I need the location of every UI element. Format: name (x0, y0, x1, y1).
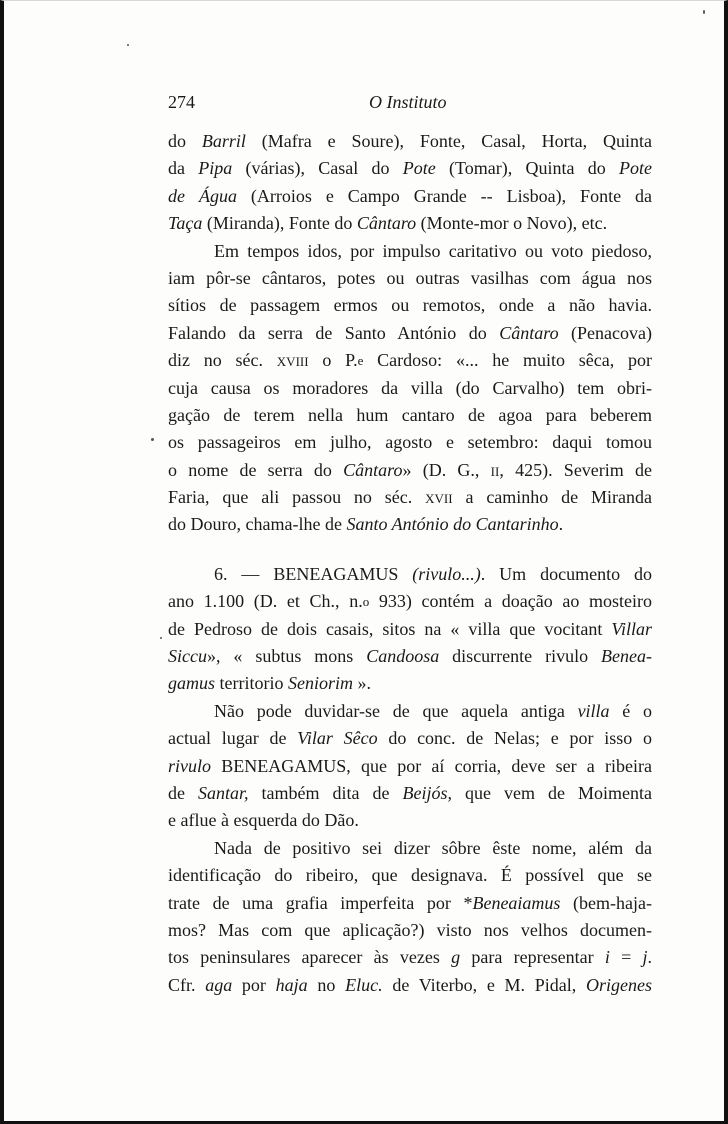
italic-text: (rivulo...) (412, 563, 481, 584)
text-line (168, 128, 652, 155)
text-line (168, 972, 652, 999)
italic-text: Barril (201, 131, 246, 151)
text-run: é o (609, 700, 652, 721)
text-run: sítios de passagem ermos ou remotos, onde a não havia. (168, 295, 652, 316)
text-run: . (647, 947, 652, 968)
italic-text: haja (275, 974, 308, 995)
text-run: tos peninsulares aparecer às vezes (168, 947, 452, 968)
section-gap (168, 539, 652, 561)
scan-speck (127, 44, 129, 46)
text-run: do (168, 131, 202, 151)
text-line (168, 511, 652, 538)
text-line (168, 670, 652, 697)
text-run: diz no séc. (168, 350, 277, 371)
text-run: (várias), Casal do (232, 158, 403, 179)
italic-text: i (604, 947, 610, 968)
text-run: que vem de Moimenta (452, 782, 652, 803)
text-run: 933) contém a doação ao mosteiro (369, 591, 652, 612)
italic-text: Beneaiamus (472, 892, 561, 913)
paragraph (168, 835, 652, 999)
text-run: , 425). Severim de (499, 459, 653, 480)
text-line (168, 753, 652, 780)
text-line (168, 320, 652, 347)
text-line (168, 265, 652, 292)
text-run: (Monte-mor o Novo), etc. (416, 213, 608, 234)
italic-text: Pote (402, 158, 436, 179)
text-run: 6. — BENEAGAMUS (214, 563, 413, 584)
scan-speck (160, 637, 162, 639)
text-run: gação de terem nella hum cantaro de agoa para beberem (168, 404, 652, 425)
paragraph (168, 128, 652, 238)
text-line (168, 457, 652, 484)
text-run: Cfr. (168, 974, 206, 995)
italic-text: Santar, (198, 782, 249, 803)
italic-text: Beijós, (402, 782, 452, 803)
text-run: os passageiros em julho, agosto e setembro: daqui tomou (168, 432, 652, 453)
italic-text: villa (577, 700, 610, 721)
text-line (168, 429, 652, 456)
text-line (168, 210, 652, 237)
text-run: o P. (308, 350, 358, 371)
italic-text: de Água (168, 185, 237, 206)
text-run: identificação do ribeiro, que designava. É possível que se (168, 865, 652, 886)
text-run: », « subtus mons (206, 646, 367, 667)
italic-text: Seniorim (288, 673, 353, 694)
text-line (168, 588, 652, 615)
text-line (168, 780, 652, 807)
text-run: = (609, 947, 643, 968)
text-run: (bem-haja- (560, 892, 652, 913)
text-run: Falando da serra de Santo António do (168, 322, 500, 343)
italic-text: g (451, 947, 461, 968)
text-run: . Um documento do (480, 563, 652, 584)
text-run: Em tempos idos, por impulso caritativo ou voto piedoso, (214, 240, 652, 261)
text-line (168, 375, 652, 402)
text-run: de Viterbo, e M. Pidal, (382, 974, 586, 995)
paragraph (168, 238, 652, 539)
italic-text: Candoosa (366, 646, 440, 667)
text-line (168, 643, 652, 670)
text-run: do Douro, chama-lhe de (168, 514, 347, 535)
text-run: da (168, 158, 199, 179)
text-run: discurrente rivulo (439, 646, 602, 667)
text-run: do conc. de Nelas; e por isso o (377, 728, 652, 749)
italic-text: Villar (611, 618, 652, 639)
text-line (168, 402, 652, 429)
text-line (168, 807, 652, 834)
text-run: Nada de positivo sei dizer sôbre êste nome, além da (214, 837, 652, 858)
italic-text: j (642, 947, 648, 968)
text-run: Faria, que ali passou no séc. (168, 487, 426, 508)
text-line (168, 917, 652, 944)
scan-speck (703, 10, 705, 14)
text-run: BENEAGAMUS, que por aí corria, deve ser a ribeira (211, 755, 652, 776)
running-title: O Instituto (369, 92, 447, 112)
text-line (168, 890, 652, 917)
text-run: a caminho de Miranda (452, 487, 652, 508)
text-line (168, 484, 652, 511)
text-run: de (168, 782, 198, 803)
italic-text: Benea- (601, 646, 652, 667)
text-run: (Penacova) (558, 322, 652, 343)
text-run: no (307, 974, 346, 995)
text-line (168, 725, 652, 752)
text-run: Cardoso: «... he muito sêca, por (363, 350, 652, 371)
roman-numeral: xvii (425, 487, 453, 508)
italic-text: Cântaro (356, 213, 417, 234)
text-run: iam pôr-se cântaros, potes ou outras vasilhas com água nos (168, 267, 652, 288)
superscript: o (362, 594, 370, 610)
paragraph (168, 698, 652, 835)
text-run: actual lugar de (168, 728, 298, 749)
text-line (168, 862, 652, 889)
text-line (168, 155, 652, 182)
italic-text: Taça (168, 213, 203, 234)
text-line (168, 292, 652, 319)
text-line (168, 698, 652, 725)
text-line (168, 561, 652, 588)
text-run: ». (353, 673, 371, 694)
text-run: também dita de (248, 782, 403, 803)
text-line (168, 835, 652, 862)
italic-text: rivulo (168, 755, 211, 776)
paragraph (168, 561, 652, 698)
text-run: ano 1.100 (D. et Ch., n. (168, 591, 363, 612)
text-run: . (558, 514, 564, 535)
italic-text: aga (205, 974, 233, 995)
text-run: » (D. G., (402, 459, 491, 480)
text-run: para representar (460, 947, 605, 968)
body-text (168, 128, 652, 999)
italic-text: Cântaro (499, 322, 559, 343)
text-run: (Miranda), Fonte do (202, 213, 357, 234)
italic-text: Cântaro (343, 459, 403, 480)
text-run: mos? Mas com que aplicação?) visto nos velhos documen- (168, 919, 652, 940)
text-line (168, 238, 652, 265)
italic-text: Eluc. (345, 974, 383, 995)
text-run: cuja causa os moradores da villa (do Carvalho) tem obri- (168, 377, 652, 398)
text-line (168, 347, 652, 374)
italic-text: Pipa (198, 158, 233, 179)
italic-text: Santo António do Cantarinho (346, 514, 559, 535)
roman-numeral: xviii (276, 350, 309, 371)
scan-speck (151, 438, 154, 441)
text-run: (Tomar), Quinta do (435, 158, 619, 179)
italic-text: Pote (619, 158, 652, 179)
text-run: o nome de serra do (168, 459, 344, 480)
text-run: trate de uma grafia imperfeita por * (168, 892, 473, 913)
text-run: Não pode duvidar-se de que aquela antiga (214, 700, 578, 721)
text-line (168, 616, 652, 643)
text-run: por (232, 974, 276, 995)
roman-numeral: ii (490, 459, 500, 480)
page-header (168, 92, 652, 116)
text-run: de Pedroso de dois casais, sitos na « villa que vocitant (168, 618, 612, 639)
italic-text: Origenes (585, 974, 652, 995)
superscript: e (357, 353, 364, 369)
text-line (168, 944, 652, 971)
page-number: 274 (168, 92, 195, 112)
italic-text: gamus (168, 673, 216, 694)
text-run: (Mafra e Soure), Fonte, Casal, Horta, Quinta (245, 131, 652, 151)
italic-text: Siccu (168, 646, 207, 667)
text-run: (Arroios e Campo Grande -- Lisboa), Fonte da (236, 185, 652, 206)
text-line (168, 183, 652, 210)
italic-text: Vilar Sêco (297, 728, 378, 749)
text-run: territorio (215, 673, 288, 694)
text-run: e aflue à esquerda do Dão. (168, 810, 359, 831)
